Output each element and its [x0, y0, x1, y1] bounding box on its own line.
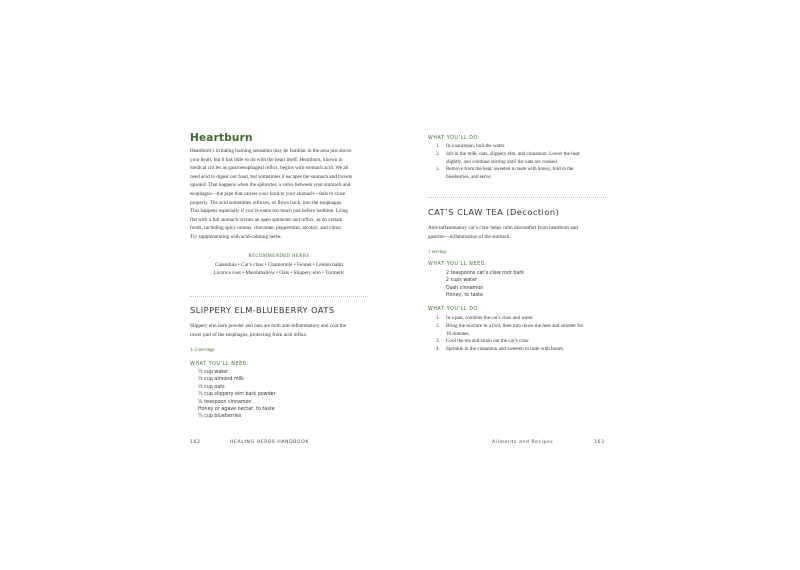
- step-line: 10 minutes.: [446, 330, 470, 337]
- intro-line: flat with a full stomach invites an open sphincter and reflux, as do certain: [190, 216, 343, 223]
- intro-line: foods, including spicy onions, chocolate, peppermint, alcohol, and citrus.: [190, 225, 342, 232]
- description-line: gastritis—inflammation of the stomach.: [428, 233, 511, 240]
- recipe-description: [190, 322, 368, 339]
- steps-list: [436, 315, 608, 354]
- description-line: Anti-inflammatory cat’s claw helps calm discomfort from heartburn and: [428, 225, 578, 231]
- what-you-do-label: WHAT YOU’LL DO:: [428, 307, 481, 312]
- intro-line: properly. The acid sometimes refluxes, or flows back, into the esophagus.: [190, 199, 343, 206]
- intro-line: need acid to digest our food, but sometimes it escapes the stomach and travels: [190, 173, 352, 180]
- running-header-left: HEALING HERBS HANDBOOK: [230, 440, 309, 445]
- intro-line: Heartburn’s irritating burning sensation may be familiar in the area just above: [190, 148, 352, 154]
- left-page: [190, 0, 368, 570]
- page-number-left: 162: [190, 440, 201, 445]
- intro-line: medical circles as gastroesophageal reflux, begins with stomach acid. We all: [190, 165, 349, 172]
- step-item: [436, 338, 608, 346]
- ingredient-item: ¼ cup slippery elm bark powder: [198, 392, 276, 398]
- servings-text: 1 serving: [428, 250, 446, 255]
- ingredient-item: Dash cinnamon: [446, 285, 484, 291]
- section-title-heartburn: Heartburn: [190, 132, 253, 144]
- ingredient-list: [198, 369, 276, 421]
- intro-line: esophagus—the pipe that carries your food to your stomach—fails to close: [190, 190, 346, 197]
- step-line: Sprinkle in the cinnamon and sweeten to taste with honey.: [446, 346, 565, 353]
- recommended-herbs-line: Licorice root • Marshmallow • Oats • Slippery elm • Turmeric: [213, 270, 345, 276]
- step-line: In a pan, combine the cat’s claw and water.: [446, 315, 534, 321]
- intro-line: upward. That happens when the sphincter, a valve between your stomach and: [190, 182, 351, 189]
- running-header-right: Ailments and Recipes: [492, 440, 554, 445]
- intro-line: your heart, but it has little to do with the heart itself. Heartburn, known in: [190, 156, 343, 163]
- ingredient-item: ½ cup oats: [198, 384, 225, 390]
- ingredient-item: Honey, to taste: [446, 293, 483, 299]
- step-number: 4.: [436, 346, 440, 353]
- step-item: [436, 315, 608, 323]
- step-number: 1.: [436, 315, 440, 321]
- description-line: Slippery elm bark powder and oats are both anti-inflammatory and coat the: [190, 323, 347, 329]
- steps-list: [436, 143, 608, 182]
- step-number: 2.: [436, 150, 440, 157]
- recipe-description: [428, 224, 608, 241]
- description-line: lower part of the esophagus, protecting from acid reflux.: [190, 331, 308, 338]
- step-number: 3.: [436, 338, 440, 345]
- recipe-title-cats-claw: CAT’S CLAW TEA (Decoction): [428, 207, 560, 217]
- section-divider: [190, 296, 368, 297]
- ingredient-item: Honey or agave nectar, to taste: [198, 407, 275, 413]
- ingredient-item: ¼ cup blueberries: [198, 414, 242, 420]
- recommended-herbs-line: Calendula • Cat’s claw • Chamomile • Fennel • Lemon balm: [215, 262, 343, 268]
- step-number: 2.: [436, 322, 440, 329]
- step-line: Bring the mixture to a boil, then turn down the heat and simmer for: [446, 322, 584, 329]
- step-line: slightly, and continue stirring until the oats are cooked.: [446, 158, 558, 165]
- ingredient-item: ½ cup water: [198, 370, 229, 375]
- ingredient-item: ½ teaspoon cinnamon: [198, 399, 252, 405]
- step-line: Cool the tea and strain out the cat’s claw.: [446, 338, 530, 345]
- what-you-do-label: WHAT YOU’LL DO:: [428, 136, 481, 141]
- step-number: 3.: [436, 166, 440, 173]
- step-line: blueberries, and serve.: [446, 174, 492, 181]
- ingredient-item: 2 cups water: [446, 278, 477, 284]
- what-you-need-label: WHAT YOU’LL NEED:: [190, 362, 250, 367]
- step-number: 1.: [436, 143, 440, 149]
- page-number-right: 163: [594, 440, 605, 445]
- section-divider: [428, 197, 608, 198]
- intro-line: This happens especially if you’re eaten too much just before bedtime. Lying: [190, 208, 348, 215]
- step-item: [436, 166, 608, 182]
- step-item: [436, 346, 608, 354]
- ingredient-item: 2 teaspoons cat’s claw root bark: [446, 271, 525, 276]
- heartburn-intro: [190, 147, 368, 242]
- intro-line: Try supplementing with acid-calming herbs.: [190, 233, 282, 240]
- step-line: In a saucepan, boil the water.: [446, 143, 506, 149]
- step-line: Stir in the milk, oats, slippery elm, and cinnamon. Lower the heat: [446, 150, 580, 157]
- recipe-title-slippery-elm: SLIPPERY ELM-BLUEBERRY OATS: [190, 305, 335, 315]
- right-page: [428, 0, 608, 570]
- step-item: [436, 323, 608, 339]
- step-line: Remove from the heat, sweeten to taste with honey, fold in the: [446, 166, 574, 173]
- recommended-herbs-title: RECOMMENDED HERBS: [248, 254, 310, 259]
- servings-text: 1–2 servings: [190, 348, 215, 353]
- ingredient-item: ½ cup almond milk: [198, 377, 245, 383]
- step-item: [436, 143, 608, 151]
- ingredient-list: [446, 270, 524, 300]
- step-item: [436, 151, 608, 167]
- what-you-need-label: WHAT YOU’LL NEED:: [428, 262, 488, 267]
